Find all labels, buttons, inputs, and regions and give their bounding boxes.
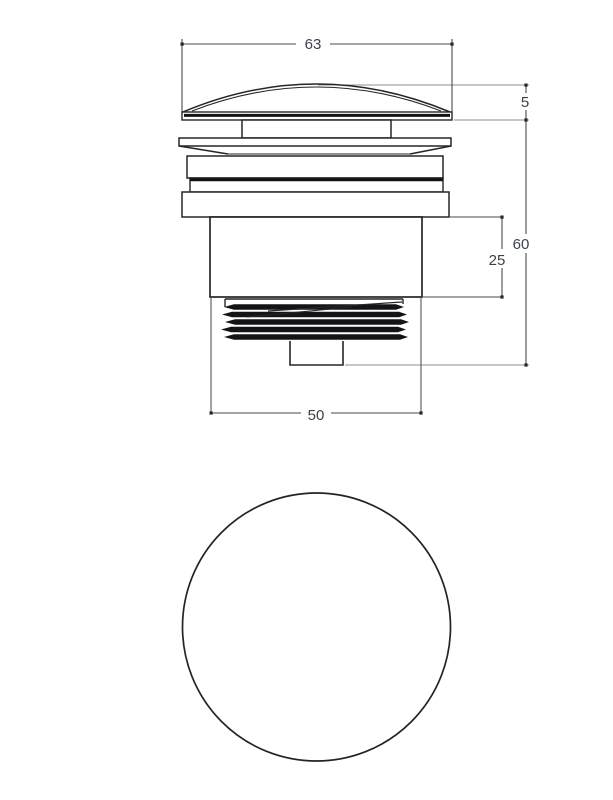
- body-upper: [187, 156, 443, 178]
- dim-tick: [419, 411, 422, 414]
- dim-tick: [210, 411, 213, 414]
- top-view-circle: [183, 493, 451, 761]
- dim-cap-height-label: 5: [520, 94, 530, 111]
- body-flange: [182, 192, 449, 217]
- thread-crest: [224, 304, 404, 310]
- dim-tick: [181, 43, 184, 46]
- thread-crest: [221, 327, 406, 333]
- dim-tick: [524, 118, 527, 121]
- body-main: [210, 217, 422, 297]
- dim-body-height-label: 25: [488, 252, 506, 269]
- dim-cap-width-label: 63: [304, 36, 322, 53]
- top-view: [183, 493, 451, 761]
- thread-crest: [224, 334, 408, 340]
- dim-tick: [500, 216, 503, 219]
- body-mid-ring: [190, 178, 443, 192]
- dim-tick: [524, 84, 527, 87]
- tailpiece: [290, 341, 343, 365]
- dim-tick: [500, 295, 503, 298]
- dim-body-width-label: 50: [307, 407, 325, 424]
- dim-overall-height-label: 60: [512, 236, 530, 253]
- dim-tick: [450, 43, 453, 46]
- dim-tick: [524, 363, 527, 366]
- thread-crest: [225, 319, 409, 325]
- stem: [242, 120, 391, 138]
- cap-plate: [182, 112, 452, 120]
